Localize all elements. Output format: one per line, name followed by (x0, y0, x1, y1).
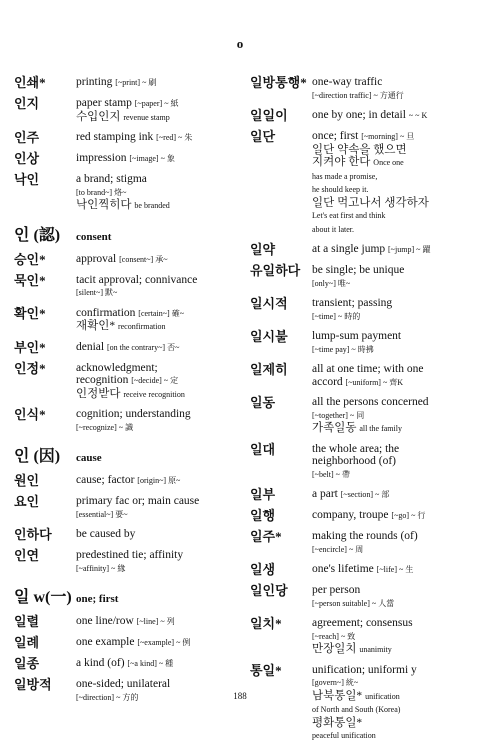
definition-line (76, 528, 236, 541)
definition-note: [~together] ~ 同 (312, 410, 365, 420)
dictionary-entry (250, 563, 472, 577)
entry-definition (76, 173, 236, 213)
definition-line (312, 197, 472, 210)
definition-line (312, 664, 472, 677)
definition-line (312, 468, 472, 482)
definition-note: be branded (134, 201, 170, 210)
definition-note: [~print] ~ 刷 (115, 78, 157, 87)
dictionary-entry (14, 307, 236, 334)
dictionary-entry (250, 584, 472, 610)
entry-headword: 일주* (250, 529, 282, 544)
definition-text: 일단 먹고나서 생각하자 (312, 196, 429, 209)
entry-definition (312, 130, 472, 236)
entry-definition (76, 615, 236, 629)
dictionary-entry (250, 243, 472, 257)
definition-line (312, 89, 472, 103)
dictionary-entry (250, 664, 472, 743)
definition-line (312, 223, 472, 237)
definition-text: one line/row (76, 615, 137, 627)
definition-text: one example (76, 636, 138, 648)
dictionary-entry (14, 615, 236, 629)
definition-line (76, 320, 236, 334)
definition-note: Once one (373, 158, 404, 167)
definition-line (312, 455, 472, 468)
entry-headword: 일시적 (250, 296, 288, 311)
definition-note: [~paper] ~ 紙 (134, 99, 179, 108)
definition-note: [origin~] 原~ (137, 476, 181, 485)
section-header (14, 443, 236, 466)
dictionary-entry (250, 76, 472, 102)
definition-line (312, 509, 472, 523)
definition-note: of North and South (Korea) (312, 705, 401, 714)
entry-headword: 인지 (14, 96, 40, 111)
definition-note: revenue stamp (123, 112, 170, 122)
dictionary-entry (250, 530, 472, 556)
entry-headword: 일약 (250, 242, 276, 257)
definition-text: 평화통일* (312, 716, 363, 729)
entry-headword: 일방적 (14, 677, 52, 692)
definition-line (312, 530, 472, 543)
definition-line (76, 362, 236, 375)
definition-text: confirmation (76, 306, 139, 319)
definition-text: primary fac or; main cause (76, 495, 200, 507)
dictionary-entry (250, 363, 472, 389)
definition-line (312, 563, 472, 577)
definition-line (76, 131, 236, 145)
dictionary-entry (14, 549, 236, 575)
entry-definition (312, 396, 472, 436)
definition-note: [~reach] ~ 致 (312, 631, 356, 641)
entry-definition (76, 97, 236, 124)
entry-definition (76, 549, 236, 575)
entry-definition (76, 495, 236, 521)
dictionary-entry (14, 131, 236, 145)
entry-definition (76, 76, 236, 90)
definition-line (76, 495, 236, 508)
definition-text: one-way traffic (312, 76, 383, 88)
definition-text: approval (76, 252, 120, 265)
entry-definition (76, 307, 236, 334)
definition-text: transient; passing (312, 297, 393, 309)
entry-headword: 인상 (14, 151, 40, 166)
dictionary-entry (250, 264, 472, 290)
definition-text: cause; factor (76, 474, 138, 486)
dictionary-entry (14, 636, 236, 650)
definition-text: acknowledgment; (76, 361, 158, 374)
definition-note: about it later. (312, 224, 354, 234)
definition-note: [essential~] 要~ (76, 509, 128, 519)
definition-note: Let's eat first and think (312, 211, 386, 220)
definition-line (76, 199, 236, 213)
definition-note: [only~] 唯~ (312, 278, 351, 288)
entry-definition (76, 362, 236, 402)
definition-note: [~affinity] ~ 緣 (76, 563, 126, 573)
dictionary-entry (14, 152, 236, 166)
definition-text: 일단 약속을 했으면 (312, 143, 407, 156)
definition-line (312, 630, 472, 644)
entry-definition (76, 408, 236, 434)
entry-definition (76, 341, 236, 355)
definition-line (76, 657, 236, 671)
definition-text: lump-sum payment (312, 330, 402, 342)
definition-text: denial (76, 340, 107, 353)
entry-headword: 일행 (250, 508, 276, 523)
definition-text: one by one; in detail (312, 109, 409, 121)
entry-definition (312, 617, 472, 657)
definition-text: at a single jump (312, 243, 389, 255)
definition-line (76, 374, 236, 388)
definition-text: 낙인찍히다 (76, 199, 135, 211)
definition-text: 남북통일* (312, 689, 366, 702)
definition-text: accord (312, 375, 346, 388)
definition-line (76, 173, 236, 186)
entry-headword: 일렬 (14, 614, 40, 629)
entry-definition (76, 131, 236, 145)
definition-line (76, 274, 236, 287)
definition-line (312, 310, 472, 324)
entry-headword: 원인 (14, 473, 40, 488)
definition-text: a kind (of) (76, 657, 128, 669)
entry-headword: 인하다 (14, 527, 52, 542)
definition-line (312, 109, 472, 123)
definition-line (312, 376, 472, 390)
definition-note: [~red] ~ 朱 (156, 133, 193, 142)
entry-definition (312, 443, 472, 482)
definition-text: 수입인지 (76, 110, 124, 123)
definition-text: predestined tie; affinity (76, 549, 184, 561)
dictionary-entry (250, 509, 472, 523)
definition-line (312, 617, 472, 630)
left-column (14, 76, 236, 711)
dictionary-entry (250, 443, 472, 482)
definition-note: [on the contrary~] 否~ (106, 342, 180, 352)
page-number: 188 (233, 691, 247, 701)
entry-headword: 확인* (14, 305, 46, 321)
dictionary-entry (250, 617, 472, 657)
entry-headword: 인식* (14, 407, 46, 422)
dictionary-entry (14, 408, 236, 434)
definition-text: recognition (76, 374, 132, 386)
definition-note: [~section] ~ 部 (340, 490, 390, 499)
definition-line (76, 678, 236, 691)
entry-definition (76, 274, 236, 300)
entry-definition (312, 530, 472, 556)
definition-text: a part (312, 488, 341, 500)
definition-text: 가족일동 (312, 422, 360, 434)
definition-line (312, 396, 472, 409)
definition-text: unification; uniformi y (312, 663, 417, 676)
entry-definition (76, 152, 236, 166)
definition-note: [~line] ~ 列 (136, 617, 175, 626)
entry-definition (312, 488, 472, 502)
definition-line (312, 170, 472, 184)
definition-text: agreement; consensus (312, 617, 413, 629)
definition-text: once; first (312, 130, 362, 142)
dictionary-entry (250, 396, 472, 436)
definition-line (76, 76, 236, 90)
section-header (14, 584, 236, 607)
definition-note: [~life] ~ 生 (376, 565, 414, 574)
section-definition: consent (76, 230, 112, 243)
definition-note: [~uniform] ~ 齊K (345, 377, 404, 387)
entry-definition (312, 664, 472, 743)
definition-note: receive recognition (123, 389, 185, 399)
dictionary-entry (14, 97, 236, 124)
dictionary-entry (14, 528, 236, 542)
definition-line (312, 543, 472, 557)
definition-note: unanimity (359, 645, 392, 654)
definition-line (312, 409, 472, 423)
section-headword: 인 (因) (14, 448, 61, 465)
definition-line (312, 144, 472, 157)
definition-note: [~encircle] ~ 周 (312, 544, 364, 554)
section-definition: cause (76, 452, 102, 464)
entry-definition (312, 330, 472, 356)
definition-text: the whole area; the (312, 442, 400, 455)
definition-note: [~belt] ~ 帶 (312, 469, 350, 479)
dictionary-entry (14, 173, 236, 213)
definition-line (76, 408, 236, 421)
entry-headword: 인쇄* (14, 75, 46, 90)
dictionary-entry (14, 362, 236, 402)
entry-headword: 일생 (250, 562, 276, 577)
definition-line (312, 156, 472, 170)
entry-definition (312, 563, 472, 577)
section-header (14, 222, 236, 245)
definition-line (312, 597, 472, 611)
definition-line (76, 508, 236, 522)
definition-text: cognition; understanding (76, 408, 191, 420)
dictionary-entry (14, 253, 236, 267)
entry-headword: 일대 (250, 441, 276, 457)
definition-note: [~direction traffic] ~ 方通行 (312, 90, 404, 100)
dictionary-entry (250, 330, 472, 356)
definition-line (312, 488, 472, 502)
entry-headword: 부인* (14, 339, 46, 355)
definition-line (76, 474, 236, 488)
definition-note: [~example] ~ 例 (137, 638, 191, 647)
definition-note: [~jump] ~ 躍 (388, 245, 431, 254)
definition-line (76, 341, 236, 355)
definition-text: a brand; stigma (76, 173, 147, 185)
definition-text: company, troupe (312, 509, 392, 521)
definition-line (312, 209, 472, 223)
definition-note: [~time] ~ 時的 (312, 311, 361, 321)
definition-line (312, 130, 472, 144)
definition-note: [~person suitable] ~ 人當 (312, 598, 395, 608)
entry-definition (312, 509, 472, 523)
dictionary-entry (14, 76, 236, 90)
definition-line (76, 615, 236, 629)
definition-line (312, 277, 472, 291)
definition-note: [consent~] 承~ (119, 254, 168, 264)
entry-definition (312, 584, 472, 610)
definition-line (76, 111, 236, 125)
definition-line (312, 183, 472, 197)
definition-note: has made a promise, (312, 171, 378, 181)
dictionary-entry (250, 109, 472, 123)
entry-headword: 묵인* (14, 272, 46, 288)
definition-line (312, 422, 472, 436)
definition-note: reconfirmation (117, 322, 166, 331)
dictionary-entry (250, 297, 472, 323)
definition-line (312, 443, 472, 456)
definition-text: per person (312, 584, 361, 596)
definition-line (76, 421, 236, 435)
definition-note: [~decide] ~ 定 (131, 376, 179, 385)
entry-headword: 일단 (250, 129, 276, 144)
definition-line (76, 549, 236, 562)
definition-text: printing (76, 76, 116, 88)
definition-note: [~morning] ~ 旦 (361, 132, 415, 141)
dictionary-entry (250, 488, 472, 502)
definition-text: 재확인* (76, 320, 118, 332)
entry-definition (76, 528, 236, 541)
definition-line (76, 562, 236, 576)
dictionary-entry (250, 130, 472, 236)
definition-note: [~go] ~ 行 (391, 511, 426, 520)
entry-definition (76, 474, 236, 488)
definition-text: neighborhood (of) (312, 455, 396, 467)
entry-definition (312, 264, 472, 290)
definition-note: [silent~] 默~ (76, 288, 118, 297)
definition-line (312, 363, 472, 376)
definition-text: red stamping ink (76, 131, 157, 143)
definition-line (76, 286, 236, 300)
definition-line (76, 152, 236, 166)
header-mark: o (236, 36, 244, 51)
definition-note: [certain~] 確~ (138, 308, 185, 318)
entry-definition (312, 297, 472, 323)
definition-note: [govern~] 統~ (312, 678, 359, 687)
entry-headword: 인정* (14, 360, 46, 376)
entry-definition (312, 109, 472, 123)
definition-note: unification (365, 691, 400, 701)
definition-note: [~recognize] ~ 識 (76, 422, 134, 432)
definition-text: tacit approval; connivance (76, 273, 198, 286)
right-column (250, 76, 472, 750)
entry-headword: 일치* (250, 616, 282, 631)
entry-definition (76, 253, 236, 267)
definition-text: be caused by (76, 528, 136, 540)
definition-line (312, 330, 472, 343)
definition-note: [~direction] ~ 方的 (76, 692, 139, 702)
section-definition: one; first (76, 593, 119, 605)
entry-headword: 승인* (14, 251, 46, 267)
dictionary-entry (14, 274, 236, 300)
definition-text: all at one time; with one (312, 363, 424, 375)
definition-text: 만장일치 (312, 643, 360, 655)
entry-headword: 일종 (14, 656, 40, 671)
definition-text: making the rounds (of) (312, 530, 418, 542)
definition-text: one-sided; unilateral (76, 678, 171, 690)
entry-headword: 일부 (250, 487, 276, 502)
section-headword: 인 (認) (14, 226, 61, 244)
definition-note: [~time pay] ~ 時拂 (312, 344, 374, 354)
definition-note: ~ ~ K (408, 111, 428, 120)
entry-headword: 일제히 (250, 362, 288, 377)
definition-line (76, 186, 236, 200)
definition-line (76, 388, 236, 402)
entry-headword: 낙인 (14, 172, 40, 187)
entry-headword: 일방통행* (250, 75, 307, 90)
definition-text: all the persons concerned (312, 396, 429, 408)
definition-line (76, 636, 236, 650)
dictionary-entry (14, 341, 236, 355)
definition-text: impression (76, 152, 130, 164)
definition-note: peaceful unification (312, 731, 376, 740)
definition-line (312, 729, 472, 743)
definition-note: he should keep it. (312, 185, 369, 194)
definition-line (312, 703, 472, 717)
definition-line (312, 676, 472, 690)
entry-headword: 유일하다 (250, 263, 301, 278)
definition-line (312, 643, 472, 657)
section-headword: 일 w(一) (14, 589, 72, 606)
definition-text: 인정받다 (76, 387, 124, 400)
definition-text: be single; be unique (312, 264, 405, 276)
dictionary-entry (14, 495, 236, 521)
definition-note: [to brand~] 烙~ (76, 187, 127, 197)
entry-definition (312, 363, 472, 389)
definition-text: 지켜야 한다 (312, 156, 374, 168)
entry-headword: 인연 (14, 548, 40, 563)
entry-definition (76, 657, 236, 671)
definition-note: [~a kind] ~ 種 (127, 659, 174, 668)
definition-line (76, 307, 236, 321)
definition-line (312, 243, 472, 257)
definition-line (76, 253, 236, 267)
entry-headword: 일인당 (250, 583, 288, 598)
entry-headword: 일일이 (250, 108, 288, 123)
definition-text: paper stamp (76, 97, 135, 109)
definition-line (312, 264, 472, 277)
entry-headword: 요인 (14, 494, 40, 509)
entry-definition (312, 243, 472, 257)
definition-line (76, 97, 236, 111)
entry-headword: 일례 (14, 635, 40, 650)
definition-note: [~image] ~ 象 (129, 154, 175, 163)
definition-line (312, 584, 472, 597)
entry-headword: 일시불 (250, 329, 288, 344)
dictionary-entry (14, 474, 236, 488)
entry-headword: 인주 (14, 130, 40, 145)
entry-definition (76, 636, 236, 650)
entry-headword: 일동 (250, 395, 276, 410)
definition-line (312, 76, 472, 89)
definition-line (312, 297, 472, 310)
dictionary-entry (14, 657, 236, 671)
definition-text: one's lifetime (312, 563, 377, 575)
definition-note: all the family (359, 424, 402, 433)
entry-definition (312, 76, 472, 102)
definition-line (312, 343, 472, 357)
entry-headword: 통일* (250, 662, 282, 678)
